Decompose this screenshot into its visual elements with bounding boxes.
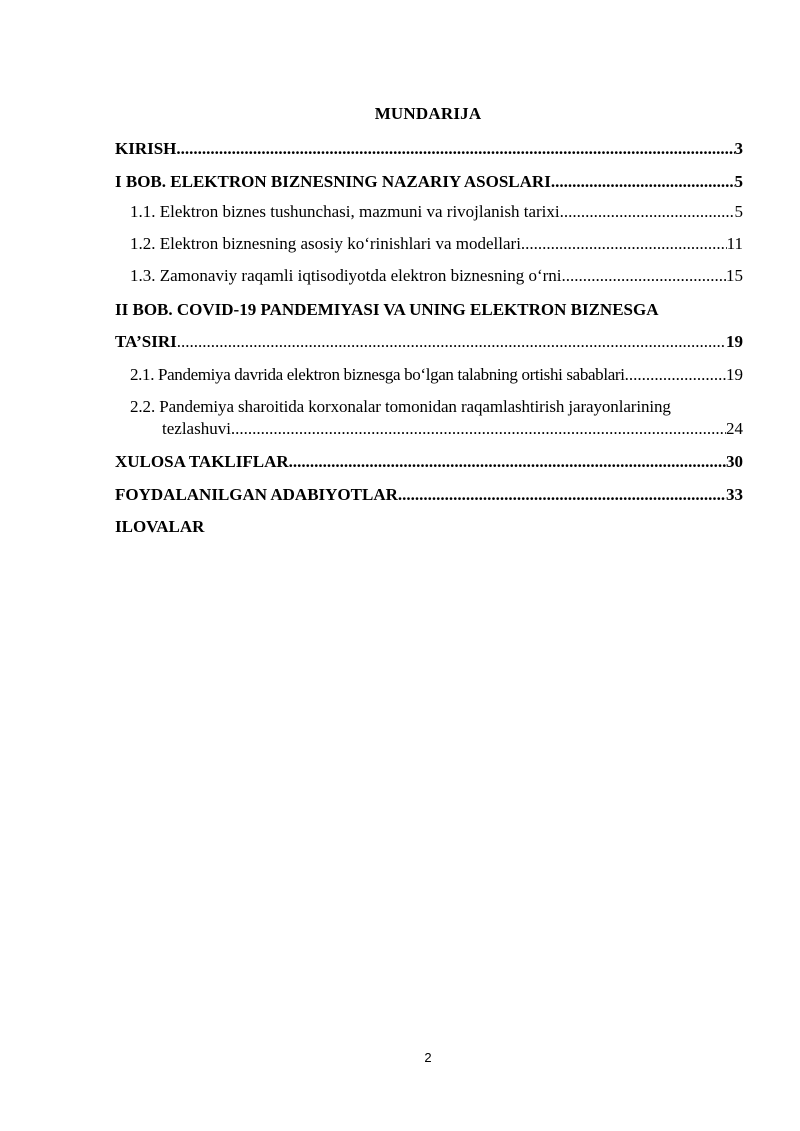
toc-entry-section-2-2-line1[interactable]: 2.2. Pandemiya sharoitida korxonalar tomonidan raqamlashtirish jarayonlarining [130, 397, 671, 416]
toc-entry-page: 15 [726, 266, 743, 285]
toc-entry-section-1-2[interactable] [130, 234, 743, 254]
toc-leader-dots [289, 452, 726, 472]
toc-leader-dots [551, 172, 735, 192]
toc-entry-label: 1.2. Elektron biznesning asosiy ko‘rinishlari va modellari [130, 234, 521, 253]
toc-entry-page: 24 [726, 419, 743, 438]
toc-entry-section-1-1[interactable] [130, 202, 743, 222]
toc-entry-chapter-1[interactable] [115, 172, 743, 192]
toc-entry-references[interactable] [115, 485, 743, 505]
toc-leader-dots [176, 139, 734, 159]
toc-entry-label: XULOSA TAKLIFLAR [115, 452, 289, 471]
toc-leader-dots [562, 266, 726, 286]
toc-entry-label: 1.1. Elektron biznes tushunchasi, mazmuni va rivojlanish tarixi [130, 202, 560, 221]
toc-entry-label: tezlashuvi [162, 419, 231, 438]
toc-leader-dots [521, 234, 727, 254]
toc-title: MUNDARIJA [374, 104, 482, 123]
toc-entry-label: TA’SIRI [115, 332, 177, 351]
toc-leader-dots [398, 485, 726, 505]
toc-entry-page: 30 [726, 452, 743, 471]
toc-entry-section-1-3[interactable] [130, 266, 743, 286]
toc-entry-page: 19 [726, 365, 743, 384]
toc-entry-chapter-2[interactable] [115, 332, 743, 352]
toc-entry-section-2-1[interactable] [130, 365, 743, 385]
toc-leader-dots [560, 202, 735, 222]
page-number: 2 [424, 1050, 432, 1065]
toc-entry-page: 11 [726, 234, 743, 253]
toc-leader-dots [177, 332, 726, 352]
toc-entry-kirish[interactable] [115, 139, 743, 159]
toc-entry-label: I BOB. ELEKTRON BIZNESNING NAZARIY ASOSLARI [115, 172, 551, 191]
toc-entry-page: 5 [734, 172, 743, 191]
toc-entry-page: 5 [734, 202, 743, 221]
toc-entry-label: FOYDALANILGAN ADABIYOTLAR [115, 485, 398, 504]
toc-entry-appendices[interactable]: ILOVALAR [115, 517, 205, 536]
toc-entry-chapter-2-line1[interactable]: II BOB. COVID-19 PANDEMIYASI VA UNING ELEKTRON BIZNESGA [115, 300, 659, 319]
toc-entry-page: 33 [726, 485, 743, 504]
toc-entry-page: 19 [726, 332, 743, 351]
toc-entry-page: 3 [734, 139, 743, 158]
toc-leader-dots [625, 365, 726, 385]
toc-entry-label: 2.1. Pandemiya davrida elektron biznesga bo‘lgan talabning ortishi sabablari [130, 365, 625, 384]
toc-leader-dots [231, 419, 726, 439]
toc-entry-label: 1.3. Zamonaviy raqamli iqtisodiyotda elektron biznesning o‘rni [130, 266, 562, 285]
toc-entry-section-2-2[interactable] [162, 419, 743, 439]
toc-entry-label: KIRISH [115, 139, 177, 158]
toc-entry-conclusion[interactable] [115, 452, 743, 472]
